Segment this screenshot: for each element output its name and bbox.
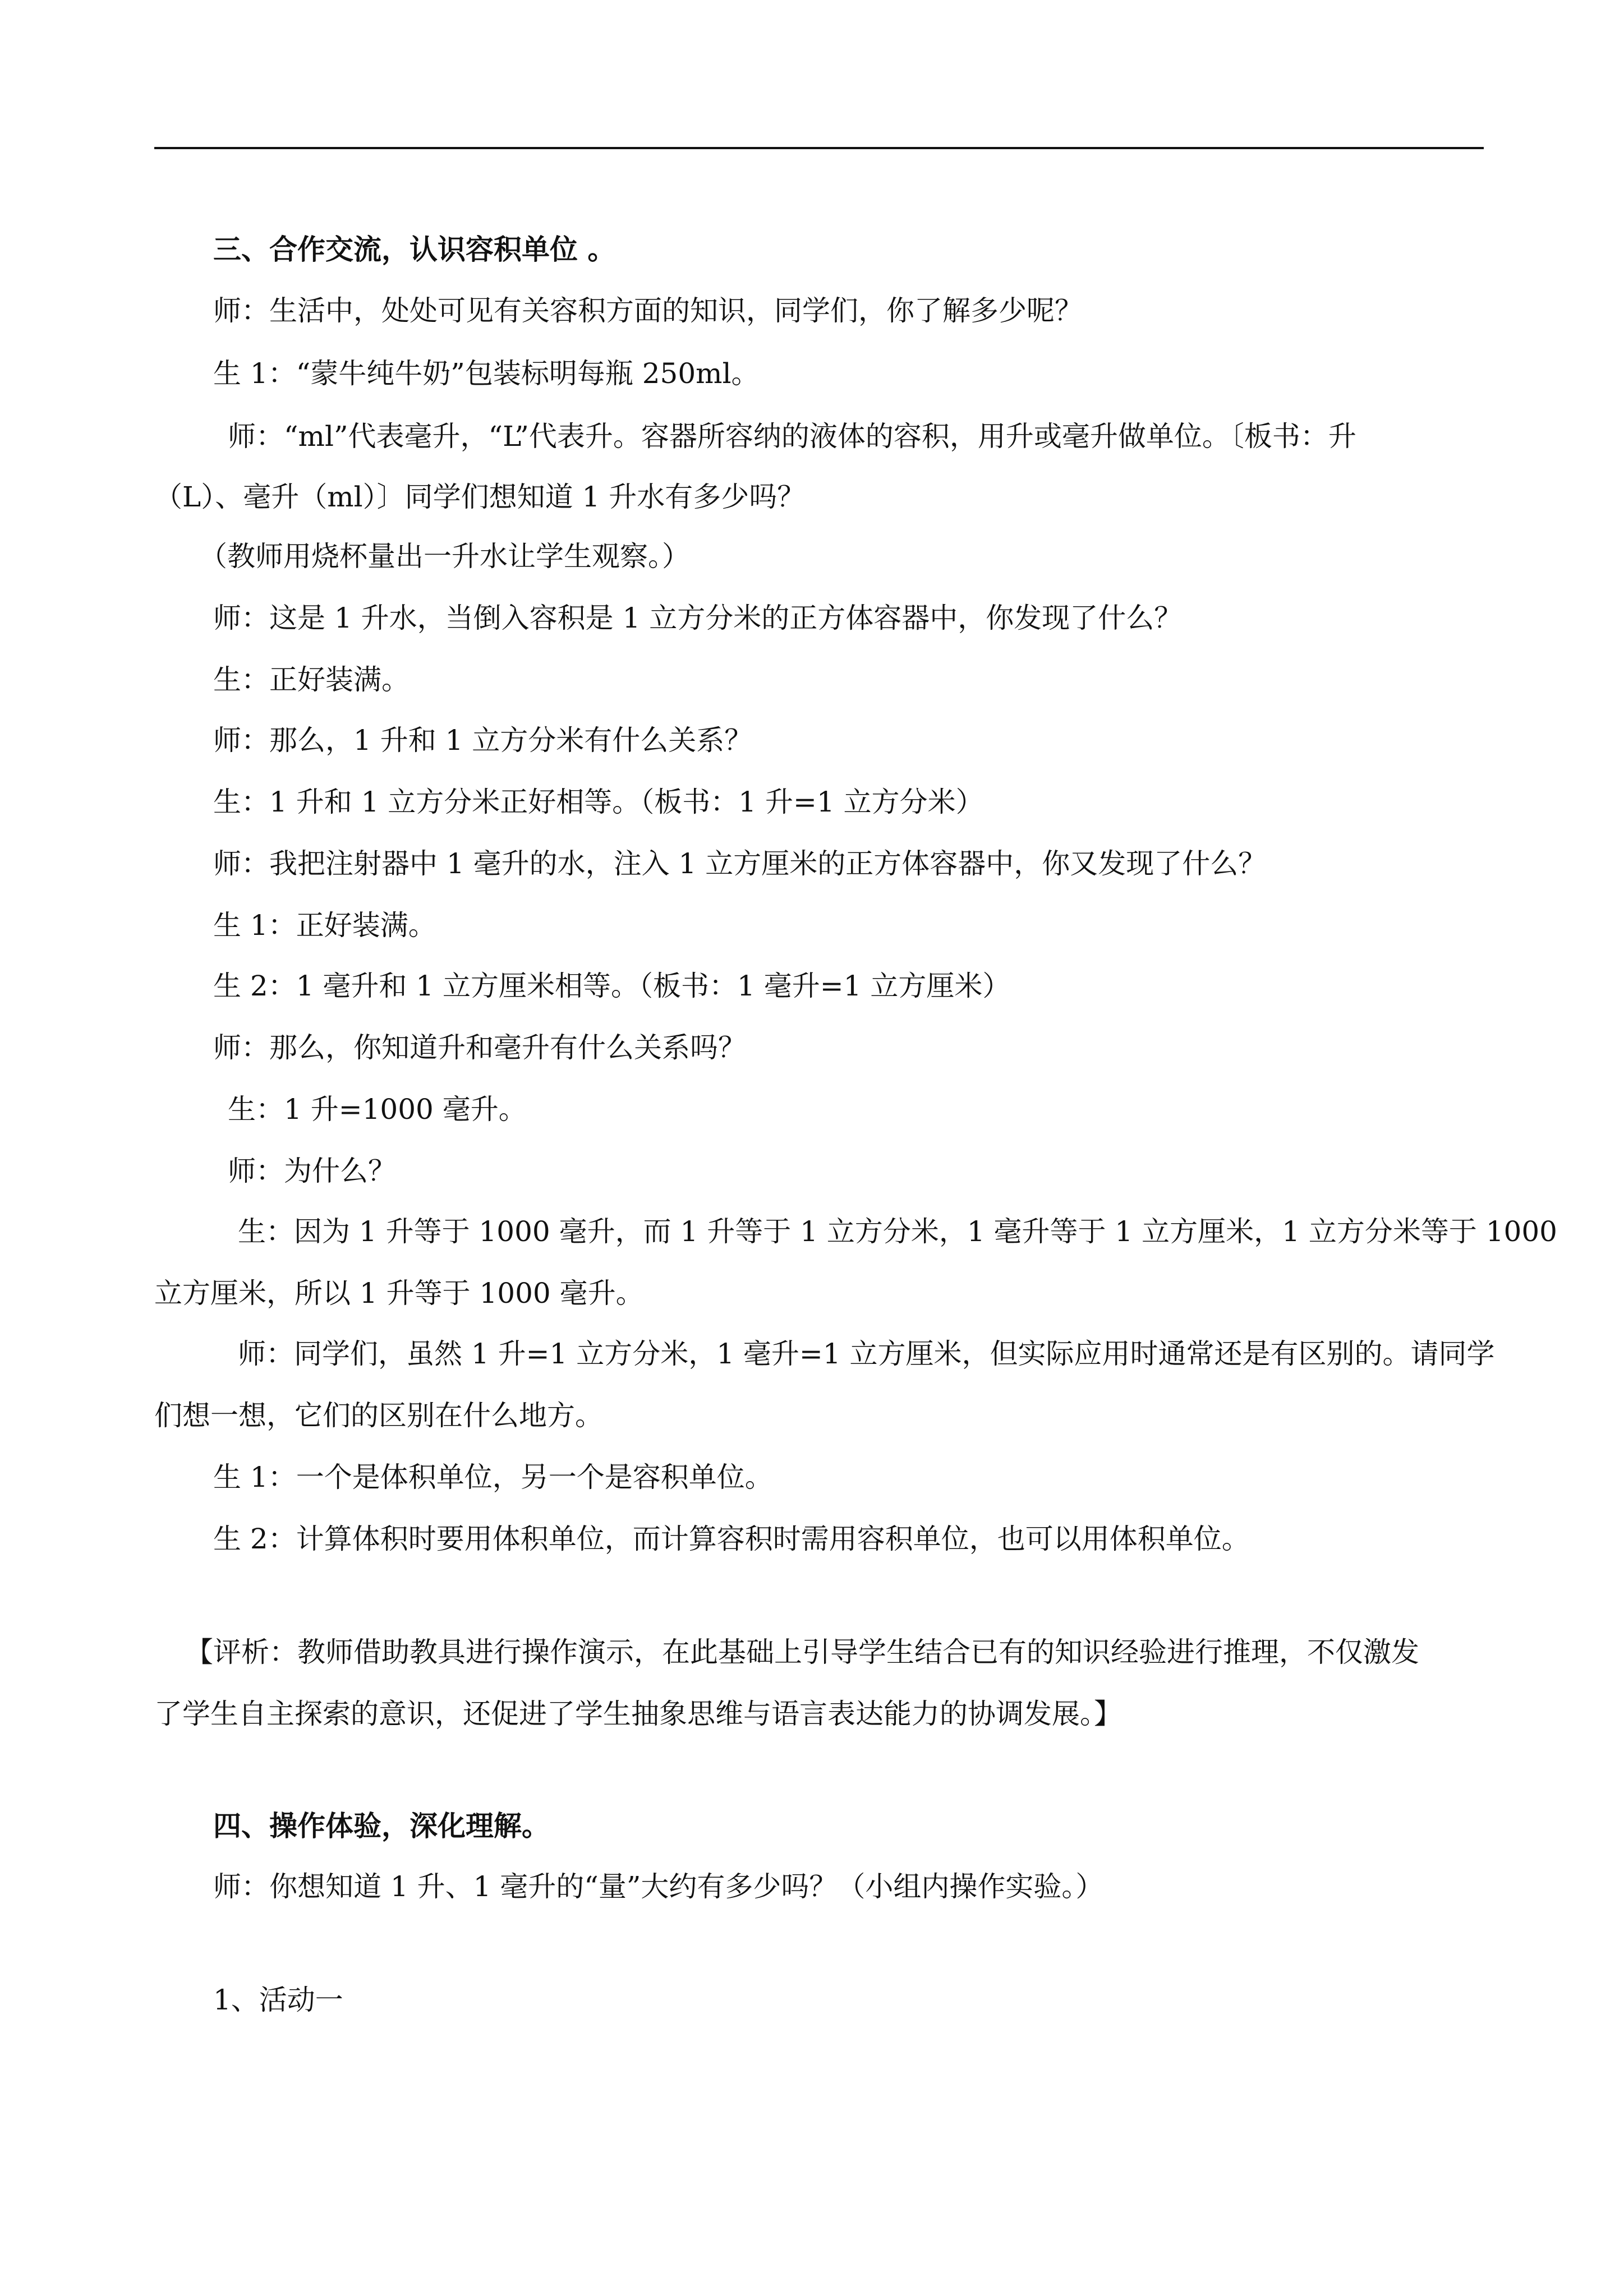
section-4-heading: 四、操作体验，深化理解。 (213, 1809, 550, 1842)
paragraph-line: 立方厘米，所以 1 升等于 1000 毫升。 (154, 1277, 644, 1310)
commentary-line: 了学生自主探索的意识，还促进了学生抽象思维与语言表达能力的协调发展。】 (154, 1698, 1122, 1730)
paragraph-line: 们想一想，它们的区别在什么地方。 (154, 1399, 603, 1432)
paragraph-line: 师：生活中，处处可见有关容积方面的知识，同学们，你了解多少呢？ (213, 294, 1083, 327)
header-rule (154, 147, 1484, 149)
paragraph-line: 师：同学们，虽然 1 升=1 立方分米，1 毫升=1 立方厘米，但实际应用时通常还是有区别的。请同学 (238, 1338, 1495, 1370)
commentary-line: 【评析：教师借助教具进行操作演示，在此基础上引导学生结合已有的知识经验进行推理，不仅激发 (185, 1636, 1419, 1668)
paragraph-line: 生：因为 1 升等于 1000 毫升，而 1 升等于 1 立方分米，1 毫升等于 1 立方厘米，1 立方分米等于 1000 (238, 1215, 1557, 1248)
paragraph-line: 生：1 升和 1 立方分米正好相等。（板书：1 升=1 立方分米） (213, 786, 984, 818)
paragraph-line: 生 1：“蒙牛纯牛奶”包装标明每瓶 250ml。 (213, 357, 760, 390)
paragraph-line: 师：为什么？ (228, 1155, 396, 1187)
activity-heading: 1、活动一 (213, 1984, 343, 2016)
paragraph-line: （L）、毫升（ml）〕同学们想知道 1 升水有多少吗？ (154, 481, 806, 513)
section-3-heading: 三、合作交流，认识容积单位 。 (213, 233, 616, 266)
paragraph-line: 生 1：一个是体积单位，另一个是容积单位。 (213, 1461, 773, 1493)
paragraph-line: 师：我把注射器中 1 毫升的水，注入 1 立方厘米的正方体容器中，你又发现了什么？ (213, 847, 1267, 880)
paragraph-line: 生：正好装满。 (213, 663, 410, 696)
paragraph-line: 师：“ml”代表毫升，“L”代表升。容器所容纳的液体的容积，用升或毫升做单位。〔板书：升 (228, 420, 1356, 453)
paragraph-line: 师：那么，你知道升和毫升有什么关系吗？ (213, 1031, 746, 1064)
paragraph-line: 师：那么，1 升和 1 立方分米有什么关系？ (213, 724, 753, 757)
paragraph-line: 生 2：1 毫升和 1 立方厘米相等。（板书：1 毫升=1 立方厘米） (213, 970, 1011, 1002)
paragraph-line: （教师用烧杯量出一升水让学生观察。） (199, 540, 690, 573)
paragraph-line: 师：这是 1 升水，当倒入容积是 1 立方分米的正方体容器中，你发现了什么？ (213, 602, 1183, 634)
paragraph-line: 生 1：正好装满。 (213, 909, 436, 942)
paragraph-line: 生：1 升=1000 毫升。 (228, 1093, 527, 1126)
paragraph-line: 生 2：计算体积时要用体积单位，而计算容积时需用容积单位，也可以用体积单位。 (213, 1523, 1250, 1555)
paragraph-line: 师：你想知道 1 升、1 毫升的“量”大约有多少吗？（小组内操作实验。） (213, 1870, 1104, 1903)
